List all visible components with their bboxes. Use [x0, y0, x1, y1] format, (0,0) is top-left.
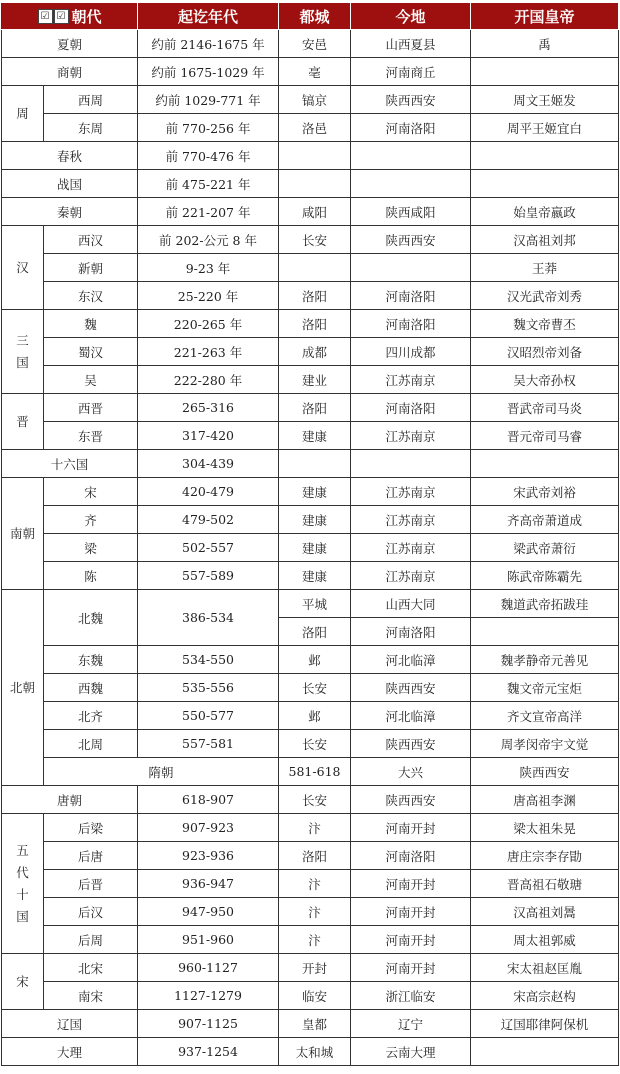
table-row: [2, 534, 619, 562]
capital-cell: 长安: [279, 786, 351, 814]
dynasty-name: 西魏: [44, 674, 138, 702]
founder-cell: [471, 1038, 619, 1066]
dynasty-name: 唐朝: [2, 786, 138, 814]
modern-cell: 山西夏县: [351, 30, 471, 58]
table-row: [2, 758, 619, 786]
modern-cell: 江苏南京: [351, 478, 471, 506]
period-cell: 937-1254: [138, 1038, 279, 1066]
table-row: [2, 870, 619, 898]
modern-cell: 陕西西安: [471, 758, 619, 786]
table-row: [2, 254, 619, 282]
capital-cell: [279, 254, 351, 282]
period-cell: 502-557: [138, 534, 279, 562]
founder-cell: 周孝闵帝宇文觉: [471, 730, 619, 758]
founder-cell: 周文王姬发: [471, 86, 619, 114]
period-cell: 535-556: [138, 674, 279, 702]
modern-cell: 江苏南京: [351, 562, 471, 590]
capital-cell: 洛阳: [279, 282, 351, 310]
modern-cell: 河北临漳: [351, 702, 471, 730]
modern-cell: 河南开封: [351, 954, 471, 982]
table-row: [2, 58, 619, 86]
dynasty-group: 南朝: [2, 478, 44, 590]
modern-cell: [351, 254, 471, 282]
founder-cell: [471, 450, 619, 478]
period-cell: 304-439: [138, 450, 279, 478]
modern-cell: 陕西咸阳: [351, 198, 471, 226]
header-period: 起讫年代: [138, 3, 279, 30]
capital-cell: 洛阳: [279, 842, 351, 870]
founder-cell: [471, 142, 619, 170]
dynasty-name: 十六国: [2, 450, 138, 478]
founder-cell: 魏道武帝拓跋珪: [471, 590, 619, 618]
table-row: [2, 506, 619, 534]
period-cell: 前 770-256 年: [138, 114, 279, 142]
period-cell: 约前 2146-1675 年: [138, 30, 279, 58]
dynasty-name: 西周: [44, 86, 138, 114]
dynasty-group: 五代十国: [2, 814, 44, 954]
founder-cell: 晋元帝司马睿: [471, 422, 619, 450]
modern-cell: 河南开封: [351, 926, 471, 954]
dynasty-name: 东汉: [44, 282, 138, 310]
table-row: [2, 226, 619, 254]
founder-cell: 魏文帝元宝炬: [471, 674, 619, 702]
capital-cell: 汴: [279, 814, 351, 842]
period-cell: 前 221-207 年: [138, 198, 279, 226]
period-cell: 220-265 年: [138, 310, 279, 338]
dynasty-name: 春秋: [2, 142, 138, 170]
period-cell: 25-220 年: [138, 282, 279, 310]
capital-cell: 临安: [279, 982, 351, 1010]
header-modern: 今地: [351, 3, 471, 30]
table-row: [2, 646, 619, 674]
dynasty-name: 东晋: [44, 422, 138, 450]
dynasty-name: 南宋: [44, 982, 138, 1010]
dynasty-name: 后晋: [44, 870, 138, 898]
modern-cell: 辽宁: [351, 1010, 471, 1038]
founder-cell: 禹: [471, 30, 619, 58]
table-row: [2, 786, 619, 814]
modern-cell: 河南开封: [351, 814, 471, 842]
dynasty-name: 魏: [44, 310, 138, 338]
period-cell: 618-907: [138, 786, 279, 814]
capital-cell: 洛阳: [279, 310, 351, 338]
capital-cell: [279, 142, 351, 170]
founder-cell: 唐庄宗李存勖: [471, 842, 619, 870]
capital-cell: 洛邑: [279, 114, 351, 142]
capital-cell: 汴: [279, 926, 351, 954]
dynasty-name: 后唐: [44, 842, 138, 870]
dynasty-name: 商朝: [2, 58, 138, 86]
capital-cell: 亳: [279, 58, 351, 86]
modern-cell: [351, 170, 471, 198]
founder-cell: 魏文帝曹丕: [471, 310, 619, 338]
modern-cell: 江苏南京: [351, 366, 471, 394]
modern-cell: 河南洛阳: [351, 114, 471, 142]
founder-cell: 汉高祖刘邦: [471, 226, 619, 254]
capital-cell: 开封: [279, 954, 351, 982]
dynasty-name: 后汉: [44, 898, 138, 926]
capital-cell: 成都: [279, 338, 351, 366]
modern-cell: 山西大同: [351, 590, 471, 618]
table-row: [2, 1010, 619, 1038]
capital-cell: [279, 170, 351, 198]
founder-cell: 汉光武帝刘秀: [471, 282, 619, 310]
period-cell: 前 475-221 年: [138, 170, 279, 198]
capital-cell: 建康: [279, 506, 351, 534]
founder-cell: 辽国耶律阿保机: [471, 1010, 619, 1038]
dynasty-name: 陈: [44, 562, 138, 590]
table-row: [2, 142, 619, 170]
founder-cell: 宋武帝刘裕: [471, 478, 619, 506]
table-row: [2, 170, 619, 198]
founder-cell: [471, 170, 619, 198]
period-cell: 951-960: [138, 926, 279, 954]
table-row: [2, 702, 619, 730]
modern-cell: 云南大理: [351, 1038, 471, 1066]
period-cell: 479-502: [138, 506, 279, 534]
capital-cell: 安邑: [279, 30, 351, 58]
modern-cell: 河南开封: [351, 898, 471, 926]
table-row: [2, 842, 619, 870]
modern-cell: 江苏南京: [351, 506, 471, 534]
capital-cell: 汴: [279, 898, 351, 926]
period-cell: 265-316: [138, 394, 279, 422]
dynasty-name: 梁: [44, 534, 138, 562]
table-row: [2, 898, 619, 926]
founder-cell: 陈武帝陈霸先: [471, 562, 619, 590]
period-cell: 557-589: [138, 562, 279, 590]
checkbox-icon: ☑: [54, 9, 69, 24]
dynasty-name: 蜀汉: [44, 338, 138, 366]
founder-cell: [471, 58, 619, 86]
period-cell: 420-479: [138, 478, 279, 506]
capital-cell: 咸阳: [279, 198, 351, 226]
dynasty-name: 吴: [44, 366, 138, 394]
capital-cell: 大兴: [351, 758, 471, 786]
founder-cell: 汉高祖刘暠: [471, 898, 619, 926]
checkbox-icon: ☑: [38, 9, 53, 24]
dynasty-group: 三国: [2, 310, 44, 394]
capital-cell: 太和城: [279, 1038, 351, 1066]
founder-cell: 周太祖郭威: [471, 926, 619, 954]
dynasty-name: 新朝: [44, 254, 138, 282]
period-cell: 557-581: [138, 730, 279, 758]
table-row: [2, 478, 619, 506]
founder-cell: 周平王姬宜白: [471, 114, 619, 142]
period-cell: 960-1127: [138, 954, 279, 982]
period-cell: 907-923: [138, 814, 279, 842]
capital-cell: 建康: [279, 534, 351, 562]
capital-cell: 邺: [279, 702, 351, 730]
dynasty-name: 北魏: [44, 590, 138, 646]
dynasty-name: 夏朝: [2, 30, 138, 58]
founder-cell: 宋太祖赵匡胤: [471, 954, 619, 982]
capital-cell: 建康: [279, 478, 351, 506]
founder-cell: 齐文宣帝高洋: [471, 702, 619, 730]
dynasty-group: 汉: [2, 226, 44, 310]
table-row: [2, 730, 619, 758]
dynasty-name: 北宋: [44, 954, 138, 982]
table-row: [2, 1038, 619, 1066]
header-row: [2, 3, 619, 30]
capital-cell: 平城: [279, 590, 351, 618]
modern-cell: 陕西西安: [351, 674, 471, 702]
founder-cell: 唐高祖李渊: [471, 786, 619, 814]
table-row: [2, 198, 619, 226]
dynasty-name: 秦朝: [2, 198, 138, 226]
table-row: [2, 450, 619, 478]
modern-cell: [351, 142, 471, 170]
table-row: [2, 338, 619, 366]
capital-cell: 邺: [279, 646, 351, 674]
modern-cell: 江苏南京: [351, 534, 471, 562]
dynasty-group: 宋: [2, 954, 44, 1010]
capital-cell: 建康: [279, 562, 351, 590]
founder-cell: 魏孝静帝元善见: [471, 646, 619, 674]
dynasty-name: 西汉: [44, 226, 138, 254]
capital-cell: [279, 450, 351, 478]
dynasty-group: 北朝: [2, 590, 44, 786]
modern-cell: 河南洛阳: [351, 394, 471, 422]
period-cell: 前 770-476 年: [138, 142, 279, 170]
dynasty-group: 晋: [2, 394, 44, 450]
capital-cell: 建业: [279, 366, 351, 394]
dynasty-name: 齐: [44, 506, 138, 534]
period-cell: 936-947: [138, 870, 279, 898]
dynasty-group: 周: [2, 86, 44, 142]
modern-cell: 浙江临安: [351, 982, 471, 1010]
dynasty-name: 大理: [2, 1038, 138, 1066]
dynasty-name: 后周: [44, 926, 138, 954]
header-checkbox-icons: [38, 7, 70, 25]
period-cell: 221-263 年: [138, 338, 279, 366]
founder-cell: 晋武帝司马炎: [471, 394, 619, 422]
period-cell: 534-550: [138, 646, 279, 674]
table-row: [2, 954, 619, 982]
founder-cell: 吴大帝孙权: [471, 366, 619, 394]
dynasty-name: 北齐: [44, 702, 138, 730]
modern-cell: 陕西西安: [351, 226, 471, 254]
dynasty-name: 东周: [44, 114, 138, 142]
dynasty-name: 隋朝: [44, 758, 279, 786]
table-row: [2, 282, 619, 310]
table-row: [2, 394, 619, 422]
table-row: [2, 982, 619, 1010]
modern-cell: 陕西西安: [351, 86, 471, 114]
modern-cell: 河南洛阳: [351, 842, 471, 870]
dynasty-name: 宋: [44, 478, 138, 506]
modern-cell: 河南洛阳: [351, 282, 471, 310]
period-cell: 947-950: [138, 898, 279, 926]
period-cell: 317-420: [138, 422, 279, 450]
period-cell: 907-1125: [138, 1010, 279, 1038]
period-cell: 550-577: [138, 702, 279, 730]
capital-cell: 镐京: [279, 86, 351, 114]
period-cell: 923-936: [138, 842, 279, 870]
modern-cell: [351, 450, 471, 478]
table-row: [2, 310, 619, 338]
header-founder: 开国皇帝: [471, 3, 619, 30]
capital-cell: 洛阳: [279, 618, 351, 646]
table-row: [2, 674, 619, 702]
capital-cell: 洛阳: [279, 394, 351, 422]
founder-cell: 汉昭烈帝刘备: [471, 338, 619, 366]
founder-cell: 王莽: [471, 254, 619, 282]
capital-cell: 汴: [279, 870, 351, 898]
table-row: [2, 114, 619, 142]
modern-cell: 河南洛阳: [351, 310, 471, 338]
period-cell: 9-23 年: [138, 254, 279, 282]
table-row: [2, 30, 619, 58]
capital-cell: 长安: [279, 226, 351, 254]
capital-cell: 皇都: [279, 1010, 351, 1038]
modern-cell: 四川成都: [351, 338, 471, 366]
table-row: [2, 814, 619, 842]
period-cell: 222-280 年: [138, 366, 279, 394]
modern-cell: 陕西西安: [351, 730, 471, 758]
dynasty-name: 西晋: [44, 394, 138, 422]
founder-cell: 晋高祖石敬瑭: [471, 870, 619, 898]
modern-cell: 陕西西安: [351, 786, 471, 814]
founder-cell: 梁太祖朱晃: [471, 814, 619, 842]
dynasty-name: 北周: [44, 730, 138, 758]
dynasty-name: 战国: [2, 170, 138, 198]
table-row: [2, 562, 619, 590]
founder-cell: 齐高帝萧道成: [471, 506, 619, 534]
capital-cell: 长安: [279, 674, 351, 702]
dynasty-name: 辽国: [2, 1010, 138, 1038]
modern-cell: 江苏南京: [351, 422, 471, 450]
founder-cell: 梁武帝萧衍: [471, 534, 619, 562]
header-capital: 都城: [279, 3, 351, 30]
header-dynasty: ☑ ☑ 朝代: [2, 3, 138, 30]
period-cell: 约前 1029-771 年: [138, 86, 279, 114]
capital-cell: 长安: [279, 730, 351, 758]
dynasty-name: 东魏: [44, 646, 138, 674]
dynasty-table: [1, 2, 619, 1066]
modern-cell: 河南洛阳: [351, 618, 471, 646]
modern-cell: 河南商丘: [351, 58, 471, 86]
modern-cell: 河北临漳: [351, 646, 471, 674]
founder-cell: 始皇帝嬴政: [471, 198, 619, 226]
dynasty-name: 后梁: [44, 814, 138, 842]
table-row: [2, 590, 619, 618]
founder-cell: 宋高宗赵构: [471, 982, 619, 1010]
table-row: [2, 422, 619, 450]
capital-cell: 建康: [279, 422, 351, 450]
period-cell: 约前 1675-1029 年: [138, 58, 279, 86]
period-cell: 前 202-公元 8 年: [138, 226, 279, 254]
table-row: [2, 926, 619, 954]
founder-cell: [471, 618, 619, 646]
period-cell: 1127-1279: [138, 982, 279, 1010]
period-cell: 386-534: [138, 590, 279, 646]
table-row: [2, 86, 619, 114]
period-cell: 581-618: [279, 758, 351, 786]
modern-cell: 河南开封: [351, 870, 471, 898]
table-row: [2, 366, 619, 394]
